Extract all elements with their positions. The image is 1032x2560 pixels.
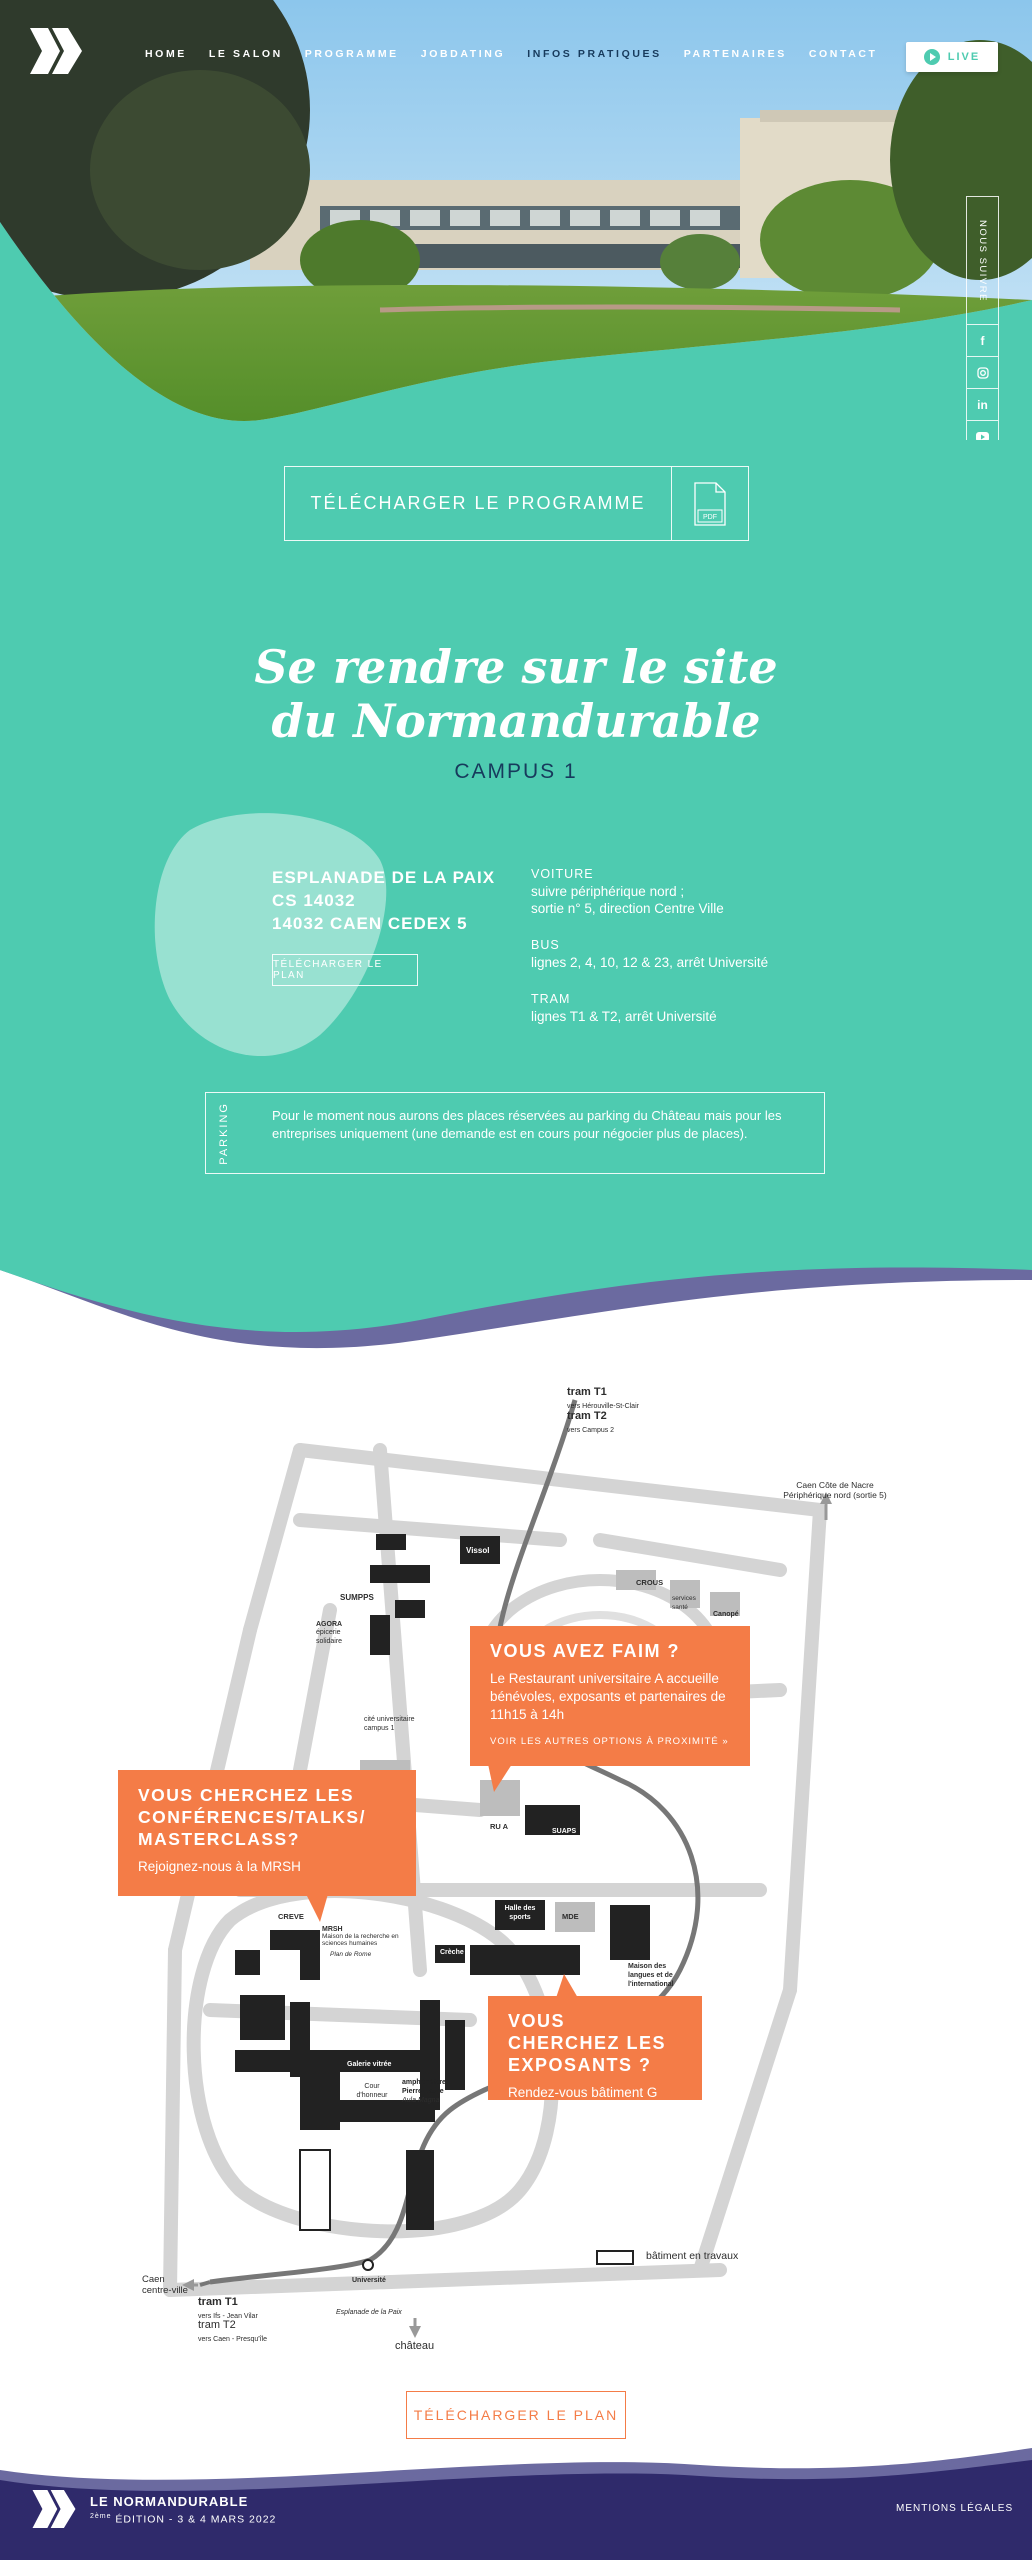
callout-conferences-body: Rejoignez-nous à la MRSH [138,1859,301,1874]
parking-box [205,1092,825,1174]
live-label: LIVE [947,51,981,63]
download-plan-button[interactable]: TÉLÉCHARGER LE PLAN [406,2391,626,2439]
callout-conferences-pointer [306,1894,328,1922]
map-esplanade-label: Esplanade de la Paix [336,2309,402,2316]
transport-bus: BUS lignes 2, 4, 10, 12 & 23, arrêt Université [531,938,769,970]
parking-text: Pour le moment nous aurons des places réservées au parking du Château mais pour les entreprises uniquement (une demande est en cours pour négocier plus de places). [272,1108,782,1141]
nav-infos-pratiques[interactable]: INFOS PRATIQUES [527,48,662,60]
download-programme-label: TÉLÉCHARGER LE PROGRAMME [285,467,672,540]
address-block [272,866,495,935]
footer-site-name: LE NORMANDURABLE [90,2494,249,2509]
callout-conferences-title: VOUS CHERCHEZ LES CONFÉRENCES/TALKS/ MASTERCLASS? [138,1785,366,1849]
map-building-mde: MDE [562,1912,579,1921]
svg-text:PDF: PDF [703,513,717,521]
map-aula-magna: Aula Magna [402,2097,440,2104]
parking-label: PARKING [218,1101,230,1165]
map-legend-label: bâtiment en travaux [646,2250,739,2262]
map-tram-t1-bottom: tram T1 [198,2296,238,2308]
nav-le-salon[interactable]: LE SALON [208,48,283,60]
map-ring-road-label: Caen Côte de Nacre Périphérique nord (sortie 5) [783,1480,887,1500]
map-centre-label: Caen centre-ville [142,2274,188,2296]
nav-partenaires[interactable]: PARTENAIRES [683,48,787,60]
map-building-rua: RU A [490,1822,509,1831]
map-tram-t2-top: tram T2 [567,1410,607,1422]
footer-legal-link[interactable]: MENTIONS LÉGALES [896,2503,1014,2514]
map-building-agora-sub: épicerie solidaire [316,1629,343,1645]
map-building-mrsh-sub: Maison de la recherche en sciences humaines [322,1933,399,1947]
transport-car: VOITURE suivre périphérique nord ; sortie n° 5, direction Centre Ville [531,867,724,916]
map-building-creve: CREVE [278,1912,304,1921]
facebook-icon[interactable]: f [967,325,998,357]
nav-contact[interactable]: CONTACT [808,48,878,60]
main-nav [145,48,900,60]
map-galerie-vitree: Galerie vitrée [347,2061,392,2068]
map-building-sante: services santé [672,1595,696,1611]
campus-map [0,1370,1032,2380]
map-building-creche: Crèche [440,1949,464,1956]
live-button[interactable] [906,42,998,72]
nav-programme[interactable]: PROGRAMME [304,48,399,60]
callout-exposants [488,1996,702,2100]
callout-conferences [118,1770,416,1896]
map-building-maison-langues: Maison des langues et de l'international [628,1963,674,1988]
map-tram-t2-bottom-sub: vers Caen - Presqu'île [198,2336,268,2343]
map-building-mrsh: MRSH [322,1926,343,1933]
map-building-suaps: SUAPS [552,1828,577,1835]
callout-faim-body: Le Restaurant universitaire A accueille bénévoles, exposants et partenaires de 11h15 à 14h [490,1671,726,1722]
address-line-1: ESPLANADE DE LA PAIX [272,868,496,887]
footer-edition: $^{2ème}$ ÉDITION - 3 & 4 MARS 2022 [90,2513,277,2526]
map-tram-t1-top: tram T1 [567,1386,607,1398]
hero-photo [0,0,1032,460]
nav-home[interactable]: HOME [145,48,187,60]
footer-logo-icon[interactable] [32,2490,76,2528]
callout-faim-title: VOUS AVEZ FAIM ? [490,1641,681,1661]
map-building-sumpps: SUMPPS [340,1593,374,1602]
address-line-3: 14032 CAEN CEDEX 5 [272,914,468,933]
map-tram-t1-top-sub: vers Hérouville-St-Clair [567,1403,639,1410]
map-building-agora: AGORA [316,1621,343,1628]
map-plan-de-rome: Plan de Rome [330,1951,372,1958]
instagram-icon[interactable] [967,357,998,389]
play-icon [924,49,940,65]
social-sidebar [966,196,999,454]
map-building-halle: Halle des sports [504,1905,536,1921]
follow-label: NOUS SUIVRE [967,197,998,325]
map-building-canope: Canopé [713,1611,739,1618]
linkedin-icon[interactable]: in [967,389,998,421]
map-cour-honneur: Cour d'honneur [356,2083,388,2099]
map-tram-t2-top-sub: vers Campus 2 [567,1427,615,1434]
nav-jobdating[interactable]: JOBDATING [420,48,506,60]
map-universite-label: Université [352,2277,386,2284]
map-building-crous: CROUS [636,1578,664,1587]
map-building-cite-u: cité universitaire campus 1 [364,1716,415,1732]
page-title: Se rendre sur le site du Normandurable [254,640,778,748]
callout-exposants-pointer [556,1974,578,1998]
map-tram-t1-bottom-sub: vers Ifs - Jean Vilar [198,2313,258,2320]
map-amphitheatre: amphithéâtre Pierre Daure [402,2079,446,2095]
pdf-icon [672,467,748,540]
logo-icon[interactable] [30,28,82,74]
callout-exposants-body: Rendez-vous bâtiment G [508,2085,658,2100]
callout-faim-link[interactable]: VOIR LES AUTRES OPTIONS À PROXIMITÉ » [490,1736,729,1747]
download-programme-button[interactable] [284,466,749,541]
callout-faim [470,1626,750,1766]
page-subtitle: CAMPUS 1 [454,760,578,783]
download-plan-button-small[interactable]: TÉLÉCHARGER LE PLAN [272,954,418,986]
transport-info [531,866,851,1045]
map-building-vissol: Vissol [466,1546,490,1555]
transport-tram: TRAM lignes T1 & T2, arrêt Université [531,992,717,1024]
map-tram-t2-bottom: tram T2 [198,2319,236,2331]
map-chateau-label: château [395,2340,435,2352]
address-line-2: CS 14032 [272,891,356,910]
callout-exposants-title: VOUS CHERCHEZ LES EXPOSANTS ? [508,2011,667,2075]
hero [0,0,1032,460]
callout-faim-pointer [488,1764,512,1792]
